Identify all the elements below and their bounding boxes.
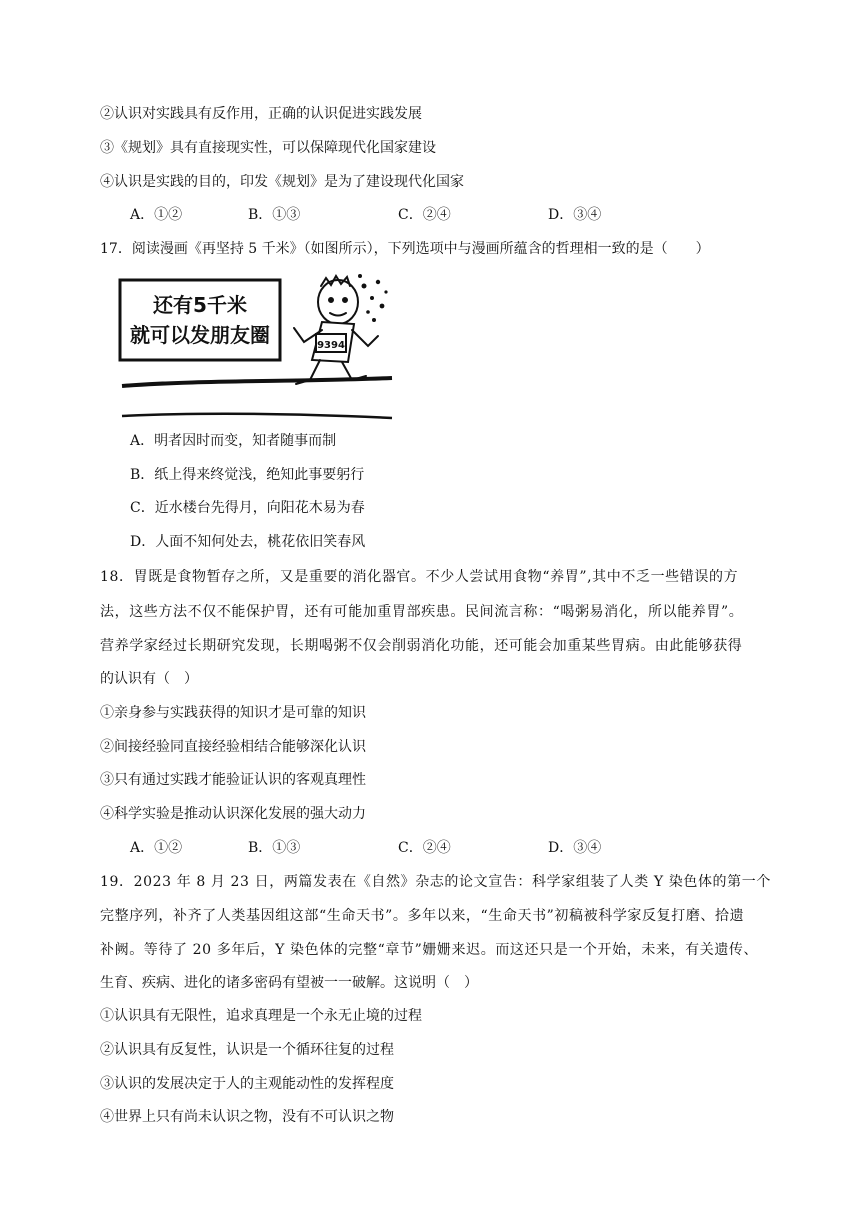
q17-option-d: D．人面不知何处去，桃花依旧笑春风 — [130, 534, 366, 550]
comic-sign-line2: 就可以发朋友圈 — [130, 323, 270, 347]
comic-sign-line1: 还有5千米 — [153, 293, 247, 317]
q18-option-b: B．①③ — [248, 840, 301, 856]
q18-statement-4: ④科学实验是推动认识深化发展的强大动力 — [100, 806, 366, 822]
q17-option-b: B．纸上得来终觉浅，绝知此事要躬行 — [130, 467, 365, 483]
q16-option-d: D．③④ — [548, 207, 602, 223]
q19-stem-line: 生育、疾病、进化的诸多密码有望被一一破解。这说明（ ） — [100, 975, 478, 991]
q16-statement-3: ③《规划》具有直接现实性，可以保障现代化国家建设 — [100, 140, 436, 156]
q16-option-b: B．①③ — [248, 207, 301, 223]
q18-option-c: C．②④ — [398, 840, 451, 856]
q18-options — [130, 838, 770, 858]
q16-option-a: A．①② — [130, 207, 183, 223]
q19-statement-4: ④世界上只有尚未认识之物，没有不可认识之物 — [100, 1109, 394, 1125]
q18-stem-line: 18．胃既是食物暂存之所，又是重要的消化器官。不少人尝试用食物“养胃”,其中不乏一些错误的方 — [100, 569, 739, 585]
comic-runner — [294, 276, 378, 384]
q19-stem-line: 完整序列，补齐了人类基因组这部“生命天书”。多年以来，“生命天书”初稿被科学家反复打磨、拾遗 — [100, 908, 745, 924]
q18-statement-3: ③只有通过实践才能验证认识的客观真理性 — [100, 772, 366, 788]
q17-stem: 17．阅读漫画《再坚持 5 千米》（如图所示），下列选项中与漫画所蕴含的哲理相一致的是（ ） — [100, 241, 710, 257]
q18-statement-2: ②间接经验同直接经验相结合能够深化认识 — [100, 739, 366, 755]
q19-statement-2: ②认识具有反复性，认识是一个循环往复的过程 — [100, 1042, 394, 1058]
comic-sign-board — [120, 280, 280, 360]
q18-stem-line: 法，这些方法不仅不能保护胃，还有可能加重胃部疾患。民间流言称：“喝粥易消化，所以能养胃”。 — [100, 604, 744, 620]
q18-option-a: A．①② — [130, 840, 183, 856]
comic-sweat-drops — [358, 274, 388, 322]
q18-stem-line: 营养学家经过长期研究发现，长期喝粥不仅会削弱消化功能，还可能会加重某些胃病。由此能够获得 — [100, 638, 743, 654]
q18-statement-1: ①亲身参与实践获得的知识才是可靠的知识 — [100, 705, 366, 721]
q18-stem-line: 的认识有（ ） — [100, 671, 198, 687]
q19-stem-line: 19．2023 年 8 月 23 日，两篇发表在《自然》杂志的论文宣告：科学家组装了人类 Y 染色体的第一个 — [100, 874, 771, 890]
q16-statement-2: ②认识对实践具有反作用，正确的认识促进实践发展 — [100, 106, 422, 122]
q17-option-c: C．近水楼台先得月，向阳花木易为春 — [130, 500, 365, 516]
q16-option-c: C．②④ — [398, 207, 451, 223]
q17-comic — [116, 268, 396, 424]
q19-statement-3: ③认识的发展决定于人的主观能动性的发挥程度 — [100, 1076, 394, 1092]
q16-options — [130, 205, 770, 225]
comic-road-edge — [122, 414, 392, 418]
q18-option-d: D．③④ — [548, 840, 602, 856]
q19-statement-1: ①认识具有无限性，追求真理是一个永无止境的过程 — [100, 1008, 422, 1024]
q16-statement-4: ④认识是实践的目的，印发《规划》是为了建设现代化国家 — [100, 174, 464, 190]
comic-bib-number: 9394 — [317, 340, 345, 351]
q19-stem-line: 补阙。等待了 20 多年后，Y 染色体的完整“章节”姗姗来迟。而这还只是一个开始，未来，有关遗传、 — [100, 942, 759, 958]
q17-option-a: A．明者因时而变，知者随事而制 — [130, 433, 337, 449]
